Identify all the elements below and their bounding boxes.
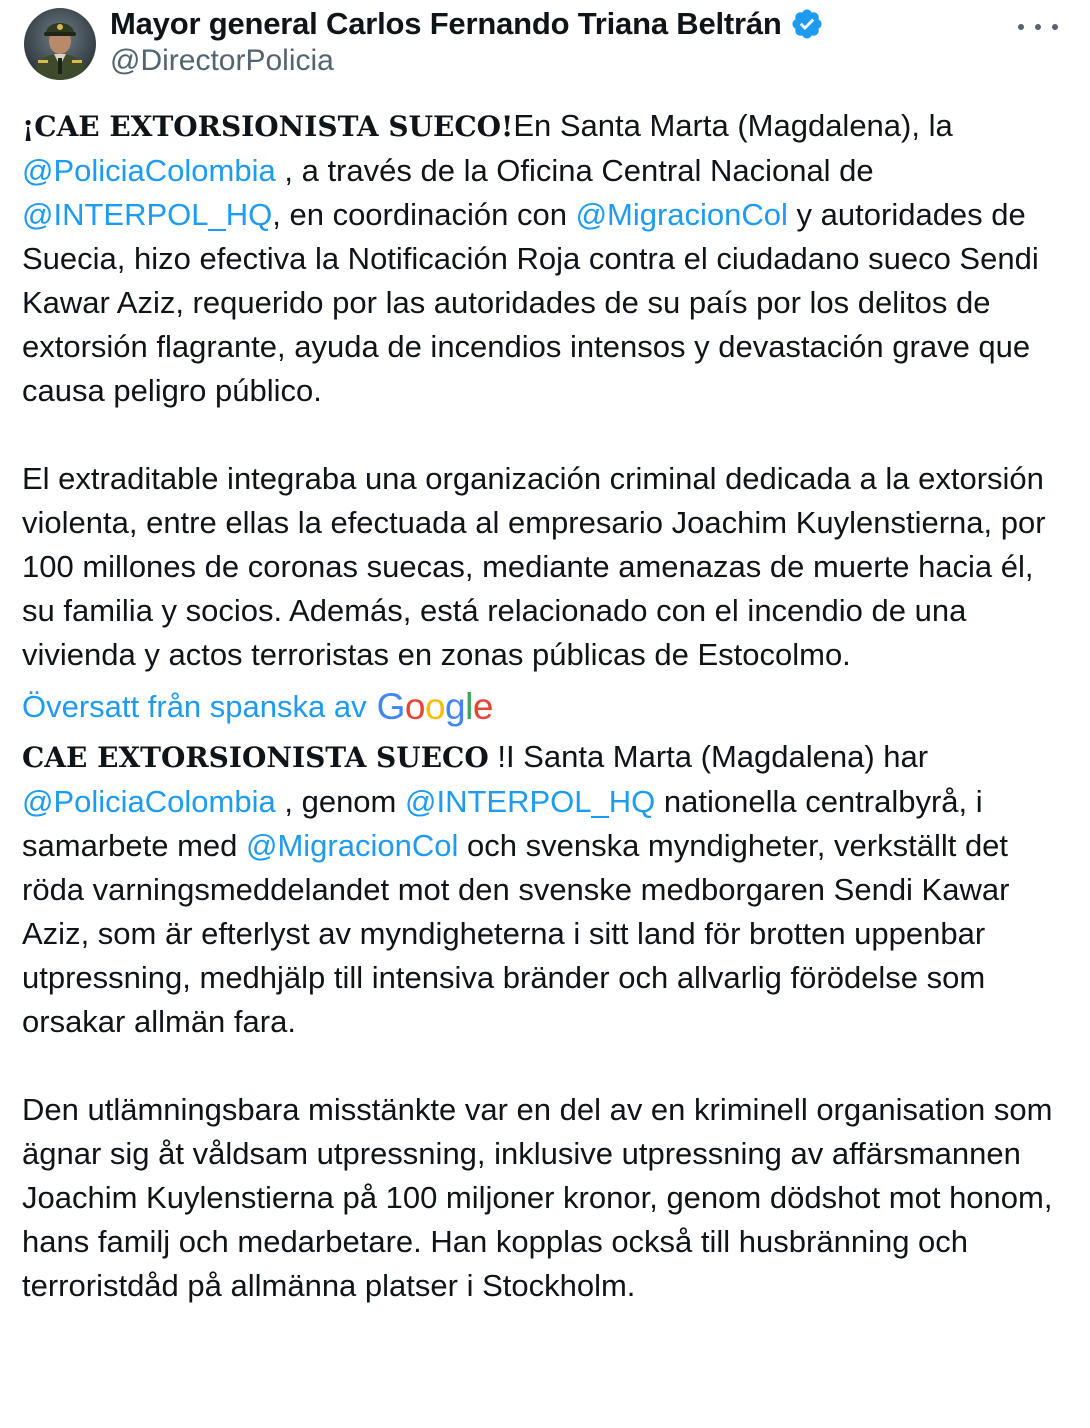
- logo-letter: g: [445, 686, 466, 727]
- text-segment: nationella centralbyrå, i samarbete med: [22, 784, 983, 863]
- paragraph-gap: [22, 1044, 1068, 1088]
- text-segment: y autoridades de Suecia, hizo efectiva la Notificación Roja contra el ciudadano sueco Sendi Kawar Aziz, requerido por las autoridades de su país por los delitos de extorsión flagrante, ayuda de incendios intensos y devastación grave que causa peligro público.: [22, 197, 1039, 408]
- mention-interpol-hq[interactable]: @INTERPOL_HQ: [22, 197, 273, 232]
- name-row: [110, 6, 824, 42]
- logo-letter: o: [424, 686, 446, 727]
- tweet-text: [22, 104, 1068, 1308]
- text-segment: !I Santa Marta (Magdalena) har: [488, 739, 929, 774]
- more-options-icon[interactable]: [1018, 12, 1058, 42]
- text-segment: , en coordinación con: [272, 197, 576, 232]
- logo-letter: G: [376, 686, 405, 727]
- mention-interpol-hq[interactable]: @INTERPOL_HQ: [405, 784, 656, 819]
- original-paragraph-1: [22, 104, 1068, 413]
- text-segment: och svenska myndigheter, verkställt det röda varningsmeddelandet mot den svenske medborgaren Sendi Kawar Aziz, som är efterlyst av myndigheterna i sitt land för brotten uppenbar utpressning, medhjälp till intensiva bränder och allvarlig förödelse som orsakar allmän fara.: [22, 828, 1010, 1039]
- avatar[interactable]: [24, 8, 96, 80]
- translated-paragraph-1: [22, 735, 1068, 1044]
- dot: [1018, 24, 1024, 30]
- mention-migracioncol[interactable]: @MigracionCol: [575, 197, 788, 232]
- author-names: [110, 6, 824, 78]
- google-logo[interactable]: [377, 685, 493, 729]
- headline: ¡CAE EXTORSIONISTA SUECO!: [22, 110, 514, 143]
- logo-letter: o: [404, 686, 425, 727]
- original-paragraph-2: El extraditable integraba una organización criminal dedicada a la extorsión violenta, entre ellas la efectuada al empresario Joachim Kuylenstierna, por 100 millones de coronas suecas, mediante amenazas de muerte hacia él, su familia y socios. Además, está relacionado con el incendio de una vivienda y actos terroristas en zonas públicas de Estocolmo.: [22, 461, 1046, 672]
- text-segment: En Santa Marta (Magdalena), la: [513, 108, 953, 143]
- translated-from-label[interactable]: Översatt från spanska av: [22, 689, 367, 724]
- text-segment: , genom: [275, 784, 405, 819]
- logo-letter: e: [472, 686, 493, 727]
- mention-policiacolombia[interactable]: @PoliciaColombia: [22, 153, 276, 188]
- author-display-name[interactable]: Mayor general Carlos Fernando Triana Beltrán: [110, 6, 782, 41]
- logo-letter: l: [465, 686, 473, 727]
- dot: [1035, 24, 1041, 30]
- mention-migracioncol[interactable]: @MigracionCol: [246, 828, 459, 863]
- verified-badge-icon[interactable]: [790, 7, 824, 41]
- paragraph-gap: [22, 413, 1068, 457]
- translated-paragraph-2: Den utlämningsbara misstänkte var en del av en kriminell organisation som ägnar sig åt våldsam utpressning, inklusive utpressning av affärsmannen Joachim Kuylenstierna på 100 miljoner kronor, genom dödshot mot honom, hans familj och medarbetare. Han kopplas också till husbränning och terroristdåd på allmänna platser i Stockholm.: [22, 1092, 1053, 1303]
- mention-policiacolombia[interactable]: @PoliciaColombia: [22, 784, 276, 819]
- dot: [1052, 24, 1058, 30]
- author-handle[interactable]: @DirectorPolicia: [110, 44, 334, 77]
- headline: CAE EXTORSIONISTA SUECO: [22, 741, 489, 774]
- text-segment: , a través de la Oficina Central Nacional de: [275, 153, 874, 188]
- profile-avatar-image: [24, 8, 96, 80]
- tweet-header: [22, 6, 1068, 82]
- translation-attribution: [22, 679, 1068, 735]
